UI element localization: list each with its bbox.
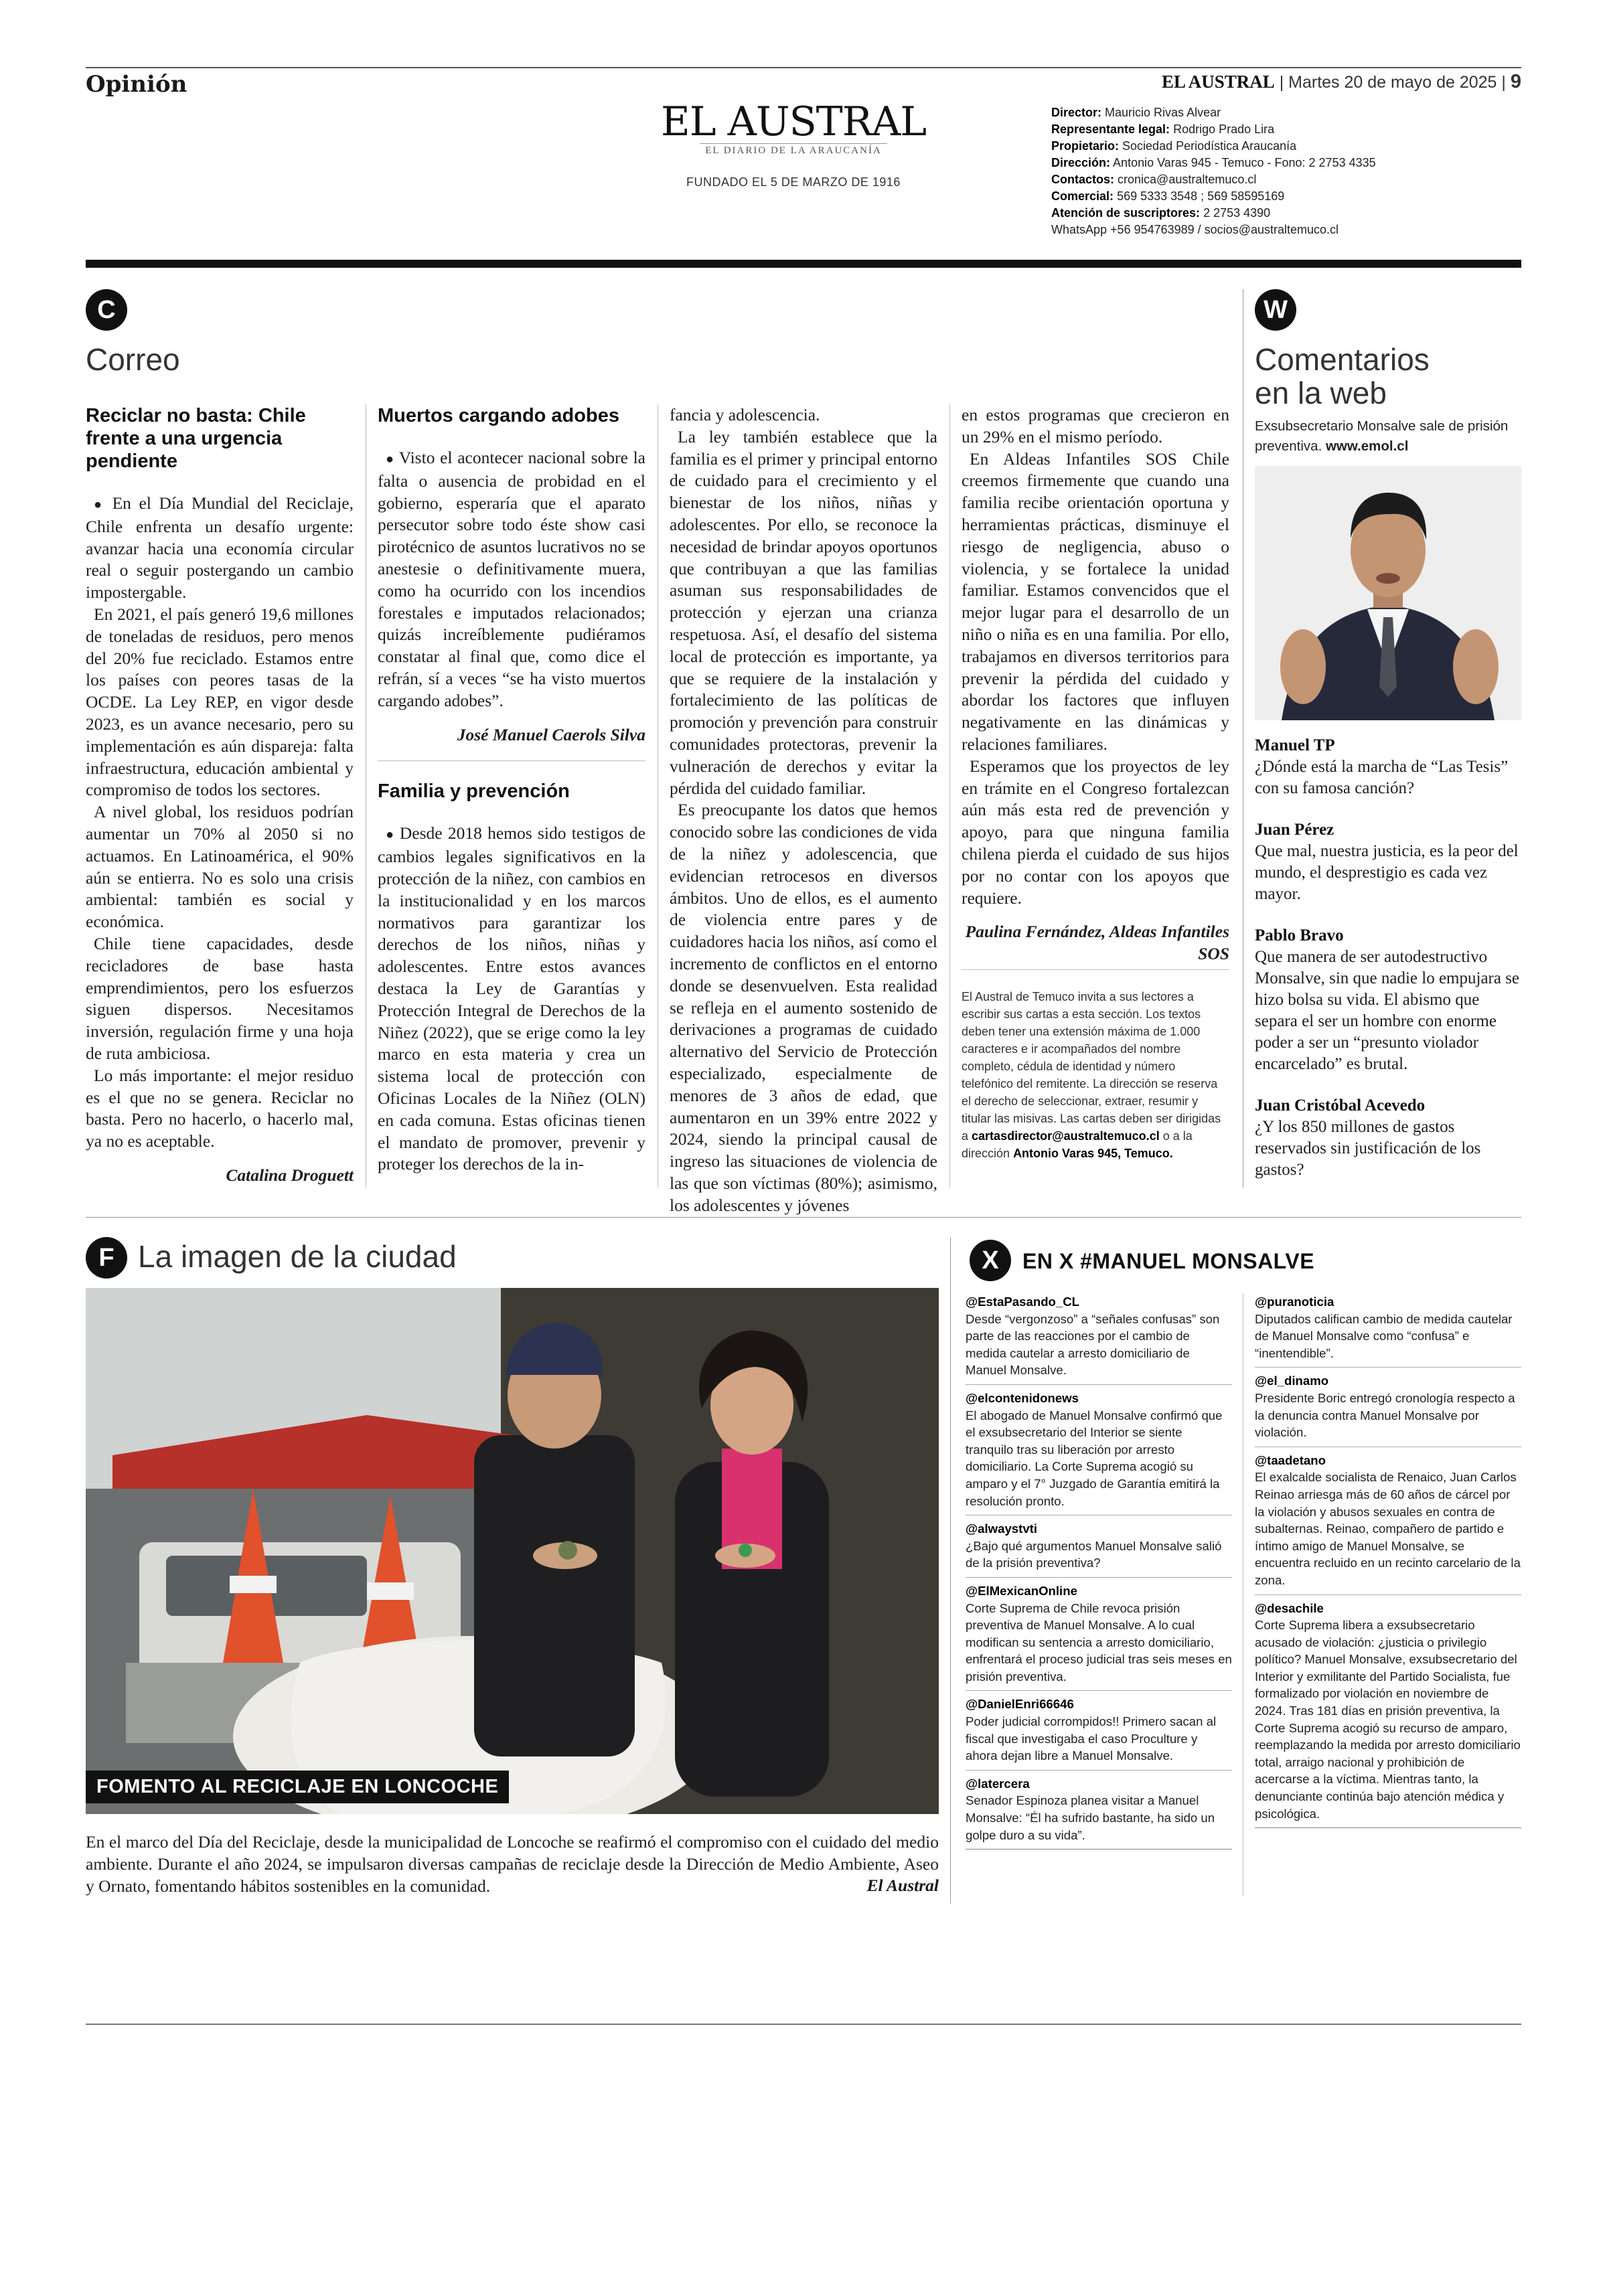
letter-column-1 [86,404,354,1187]
note-email[interactable]: cartasdirector@australtemuco.cl [972,1129,1160,1143]
section-divider [86,1217,1521,1218]
header-divider [86,260,1521,268]
x-handle[interactable]: @puranoticia [1255,1295,1334,1309]
masthead-logo: EL AUSTRAL [660,98,927,145]
x-post [1255,1595,1521,1829]
staff-line [1051,121,1376,138]
staff-line [1051,188,1376,205]
masthead-founded: FUNDADO EL 5 DE MARZO DE 1916 [686,175,901,189]
staff-value: Sociedad Periodística Araucanía [1122,139,1297,153]
letter-paragraph: ● Desde 2018 hemos sido testigos de cambios legales significativos en la protección de la niñez, con cambios en la institucionalidad y en los marcos normativos para garantizar los derechos de los niños, niñas y adolescentes. Entre estos avances destaca la Ley de Garantías y Protección Integral de Derechos de la Niñez (2022), que se erige como la ley marco en esta materia y crea un sistema local de protección con Oficinas Locales de la Niñez (OLN) en cada comuna. Estas oficinas tienen el mandato de promover, prevenir y proteger los derechos de la in- [378,823,645,1175]
letter-paragraph: Lo más importante: el mejor residuo es el que no se genera. Reciclar no basta. Pero no hacerlo, o hacerlo mal, ya no es aceptable. [86,1065,354,1151]
staff-label: Dirección: [1051,156,1111,169]
x-handle[interactable]: @EstaPasando_CL [966,1295,1080,1309]
letters-note [962,988,1229,1162]
comment-text: ¿Y los 850 millones de gastos reservados sin justificación de los gastos? [1255,1118,1481,1179]
letter-column-3 [670,404,937,1216]
note-divider [962,969,1229,970]
comment-author: Juan Pérez [1255,821,1334,839]
letter-signature: Paulina Fernández, Aldeas Infantiles SOS [965,922,1229,964]
staff-value: Antonio Varas 945 - Temuco - Fono: 2 2753 4335 [1113,156,1376,169]
x-post [966,1578,1232,1692]
x-title: EN X #MANUEL MONSALVE [1022,1249,1315,1273]
top-rule [86,67,1521,68]
ciudad-badge: F [86,1237,127,1279]
staff-label: Atención de suscriptores: [1051,206,1201,220]
x-handle[interactable]: @ElMexicanOnline [966,1583,1077,1598]
web-lead [1255,416,1521,457]
letter-paragraph: En 2021, el país generó 19,6 millones de toneladas de residuos, pero menos del 20% fue reciclado. Estamos entre los países con peores tasas de la OCDE. La Ley REP, en vigor desde 2023, es un avance necesario, pero su implementación es aún dispareja: falta infraestructura, educación ambiental y compromiso de todos los sectores. [86,604,354,800]
monsalve-photo-art [1255,466,1521,720]
staff-line [1051,104,1376,121]
x-handle[interactable]: @latercera [966,1776,1030,1791]
loncoche-photo-art [86,1288,939,1814]
web-badge: W [1255,289,1296,331]
letter-paragraph: Chile tiene capacidades, desde recicladores de base hasta emprendimientos, pero los esfuerzos siguen dispersos. Necesitamos inversión, regulación firme y una hoja de ruta ambiciosa. [86,933,354,1063]
comment-text: Que manera de ser autodestructivo Monsalve, sin que nadie lo empujara se hizo bolsa su vida. El abismo que separa el ser un hombre con enorme poder a ser un “presunto violador encarcelado” es brutal. [1255,948,1520,1073]
letter-headline: Familia y prevención [378,781,570,803]
staff-line [1051,138,1376,155]
x-post-text: ¿Bajo qué argumentos Manuel Monsalve salió de la prisión preventiva? [966,1538,1222,1570]
x-post-text: El abogado de Manuel Monsalve confirmó que el exsubsecretario del Interior se siente tranquilo tras su liberación por arresto domiciliario. La Corte Suprema acogió su amparo y el 7° Juzgado de Garantía emitirá la resolución pronto. [966,1408,1223,1508]
letter-paragraph: A nivel global, los residuos podrían aumentar un 70% al 2050 si no actuamos. En Latinoamérica, el 90% aún se entierra. No es solo una crisis ambiental: también es social y económica. [86,802,354,932]
note-text: El Austral de Temuco invita a sus lectores a escribir sus cartas a esta sección. Los textos deben tener una extensión máxima de 1.000 caracteres e ir acompañados del nombre completo, cédula de identidad y número telefónico del remitente. La dirección se reserva el derecho de seleccionar, extraer, resumir y titular las misivas. Las cartas deben ser dirigidas a [962,990,1221,1143]
comment-list [1255,735,1521,1181]
comment-author: Manuel TP [1255,736,1335,754]
comment-author: Pablo Bravo [1255,926,1344,945]
monsalve-photo [1255,466,1521,720]
x-post-text: Corte Suprema de Chile revoca prisión preventiva de Manuel Monsalve. A lo cual modifican su sentencia a arresto domiciliario, enfrentará el proceso judicial tras seis meses en prisión preventiva. [966,1601,1232,1684]
web-lead-text: Exsubsecretario Monsalve sale de prisión preventiva. [1255,418,1509,454]
web-comments [1255,416,1521,1181]
ciudad-credit: El Austral [866,1876,939,1895]
x-handle[interactable]: @taadetano [1255,1453,1326,1467]
folio-date: Martes 20 de mayo de 2025 [1288,73,1497,92]
masthead [643,100,944,189]
folio: EL AUSTRAL | Martes 20 de mayo de 2025 | 9 [1161,71,1521,92]
staff-value: Mauricio Rivas Alvear [1105,106,1221,119]
folio-paper: EL AUSTRAL [1161,72,1275,92]
staff-label: Contactos: [1051,173,1114,186]
letter-paragraph: fancia y adolescencia. [670,405,820,424]
staff-label: Comercial: [1051,189,1114,203]
web-lead-link[interactable]: www.emol.cl [1325,438,1409,454]
letter-paragraph: ● En el Día Mundial del Reciclaje, Chile enfrenta un desafío urgente: avanzar hacia una economía circular real o seguir postergando un cambio impostergable. [86,493,354,604]
letter-signature: José Manuel Caerols Silva [457,724,645,744]
letter-paragraph: En Aldeas Infantiles SOS Chile creemos firmemente que cuando una familia recibe orientación oportuna y herramientas prácticas, disminuye el riesgo de negligencia, abuso o violencia, y se fortalece la unidad familiar. Estamos convencidos que el mejor lugar para el desarrollo de un niño o niña es en una familia. Por ello, trabajamos en diversos territorios para prevenir la pérdida del cuidado y abordar los factores que influyen negativamente en las dinámicas y relaciones familiares. [962,448,1229,754]
x-post [966,1385,1232,1515]
staff-value: WhatsApp +56 954763989 / socios@australtemuco.cl [1051,223,1339,236]
letter-column-2 [378,404,645,1175]
staff-line [1051,205,1376,222]
ciudad-title: La imagen de la ciudad [138,1239,457,1274]
letter-paragraph: La ley también establece que la familia es el primer y principal entorno de cuidado para el crecimiento y el bienestar de los niños, niñas y adolescentes. Por ello, se reconoce la necesidad de brindar apoyos oportunos que contribuyan a que las familias asuman sus responsabilidades de protección y ejerzan una crianza respetuosa. Así, el desafío del sistema local de protección es importante, ya que se requiere de la instalación y fortalecimiento de las políticas de promoción y prevención para construir comunidades protectoras, prevenir la vulneración de derechos y evitar la pérdida del cuidado familiar. [670,426,937,798]
web-title [1255,343,1430,410]
loncoche-photo [86,1288,939,1814]
correo-badge: C [86,289,127,331]
letter-paragraph: ● Visto el acontecer nacional sobre la falta o ausencia de probidad en el gobierno, esperaría que el aparato persecutor sobre todo éste show casi pirotécnico de asuntos lucrativos no se anestesie o definitivamente muera, como ha ocurrido con los incendios forestales e imputados relacionados; quizás increíblemente pudiéramos constatar al final que, como dice el refrán, sí a veces “se ha visto muertos cargando adobes”. [378,447,645,712]
letter-paragraph: Es preocupante los datos que hemos conocido sobre las condiciones de vida de la niñez y adolescencia, que evidencian retrocesos en diversos ámbitos. Uno de ellos, es el aumento de violencia entre pares y de cuidadores hacia los niños, así como el incremento de conflictos en el entorno donde se desenvuelven. Esta realidad se refleja en el aumento sostenido de derivaciones a programas de cuidado alternativo del Servicio de Protección especializado, especialmente de menores de 3 años de edad, que aumentaron en un 39% entre 2022 y 2024, siendo la principal causal de ingreso las situaciones de violencia de las que son víctimas (80%); asimismo, los adolescentes y jóvenes [670,800,937,1215]
correo-title: Correo [86,342,180,377]
x-post-text: Senador Espinoza planea visitar a Manuel Monsalve: “Él ha sufrido bastante, ha sido un golpe duro a su vida”. [966,1793,1215,1842]
letter-paragraph: Esperamos que los proyectos de ley en trámite en el Congreso fortalezcan aún más esta red de prevención y apoyo, para que ninguna familia chilena pierda el cuidado de sus hijos por no contar con los apoyos que requiere. [962,756,1229,908]
column-divider [949,404,950,1187]
letter-paragraph: en estos programas que crecieron en un 29% en el mismo período. [962,405,1229,446]
x-post-text: Presidente Boric entregó cronología respecto a la denuncia contra Manuel Monsalve por violación. [1255,1390,1515,1440]
x-post [1255,1293,1521,1368]
comment-text: ¿Dónde está la marcha de “Las Tesis” con su famosa canción? [1255,758,1509,797]
x-handle[interactable]: @alwaystvti [966,1522,1038,1536]
staff-value: Rodrigo Prado Lira [1173,122,1275,136]
staff-value: 2 2753 4390 [1203,206,1271,220]
x-post [1255,1447,1521,1595]
x-handle[interactable]: @desachile [1255,1601,1324,1615]
page-number: 9 [1510,71,1521,92]
x-handle[interactable]: @elcontenidonews [966,1390,1079,1405]
x-post [1255,1368,1521,1447]
comment-text: Que mal, nuestra justicia, es la peor del mundo, el desprestigio es cada vez mayor. [1255,842,1519,903]
x-divider [950,1237,951,1904]
letter-headline: Muertos cargando adobes [378,405,619,426]
photo-caption: FOMENTO AL RECICLAJE EN LONCOCHE [86,1771,509,1803]
letter-divider [378,760,645,761]
staff-line [1051,155,1376,171]
staff-value: cronica@australtemuco.cl [1118,173,1257,186]
staff-label: Representante legal: [1051,122,1170,136]
letter-column-4 [962,404,1229,965]
x-handle[interactable]: @DanielEnri66646 [966,1697,1074,1712]
x-handle[interactable]: @el_dinamo [1255,1374,1329,1388]
x-post-text: Corte Suprema libera a exsubsecretario acusado de violación: ¿justicia o privilegio político? Manuel Monsalve, exsubsecretario del Interior y exmilitante del Partido Socialista, fue formalizado por violación en noviembre de 2024. Tras 181 días en prisión preventiva, la Corte Suprema acogió su recurso de amparo, reemplazando la medida por arresto domiciliario total, arraigo nacional y prohibición de acercarse a la víctima. Mientras tanto, la denunciante continúa bajo atención médica y psicológica. [1255,1618,1521,1821]
x-post-text: Poder judicial corrompidos!! Primero sacan al fiscal que investigaba el caso Proculture y ahora dejan libre a Manuel Monsalve. [966,1714,1217,1763]
x-post [966,1771,1232,1850]
bottom-rule [86,2024,1521,2025]
web-title-line: en la web [1255,376,1387,410]
x-post [966,1691,1232,1770]
x-posts-column-1 [966,1293,1232,1850]
web-title-line: Comentarios [1255,342,1430,377]
section-label: Opinión [86,71,187,98]
x-posts-column-2 [1255,1293,1521,1828]
x-post-text: El exalcalde socialista de Renaico, Juan Carlos Reinao arriesga más de 60 años de cárcel por la violación y abusos sexuales en contra de subalternas. Reinao, compañero de partido e íntimo amigo de Manuel Monsalve, se encuentra recluido en un recinto carcelario de la zona. [1255,1470,1521,1587]
staff-value: 569 5333 3548 ; 569 58595169 [1117,189,1285,203]
ciudad-text: En el marco del Día del Reciclaje, desde la municipalidad de Loncoche se reafirmó el compromiso con el cuidado del medio ambiente. Durante el año 2024, se impulsaron diversas campañas de reciclaje desde la Dirección de Medio Ambiente, Aseo y Ornato, fomentando hábitos sostenibles en la comunidad. [86,1832,939,1896]
staff-box [1051,104,1376,238]
staff-label: Director: [1051,106,1102,119]
masthead-tagline: EL DIARIO DE LA ARAUCANÍA [700,143,887,157]
letter-signature: Catalina Droguett [226,1165,354,1185]
x-post-text: Diputados califican cambio de medida cautelar de Manuel Monsalve como “confusa” e “inentendible”. [1255,1311,1513,1360]
x-badge: X [970,1240,1011,1281]
comment-author: Juan Cristóbal Acevedo [1255,1096,1426,1115]
staff-line [1051,171,1376,188]
x-post [966,1515,1232,1578]
staff-line [1051,222,1376,238]
note-address: Antonio Varas 945, Temuco. [1013,1147,1173,1160]
x-post [966,1293,1232,1385]
x-post-text: Desde “vergonzoso” a “señales confusas” son parte de las reacciones por el cambio de medida cautelar a arresto domiciliario de Manuel Monsalve. [966,1311,1220,1378]
note-or: o a la dirección [962,1129,1193,1160]
letter-headline: Reciclar no basta: Chile frente a una urgencia pendiente [86,405,306,472]
staff-label: Propietario: [1051,139,1120,153]
